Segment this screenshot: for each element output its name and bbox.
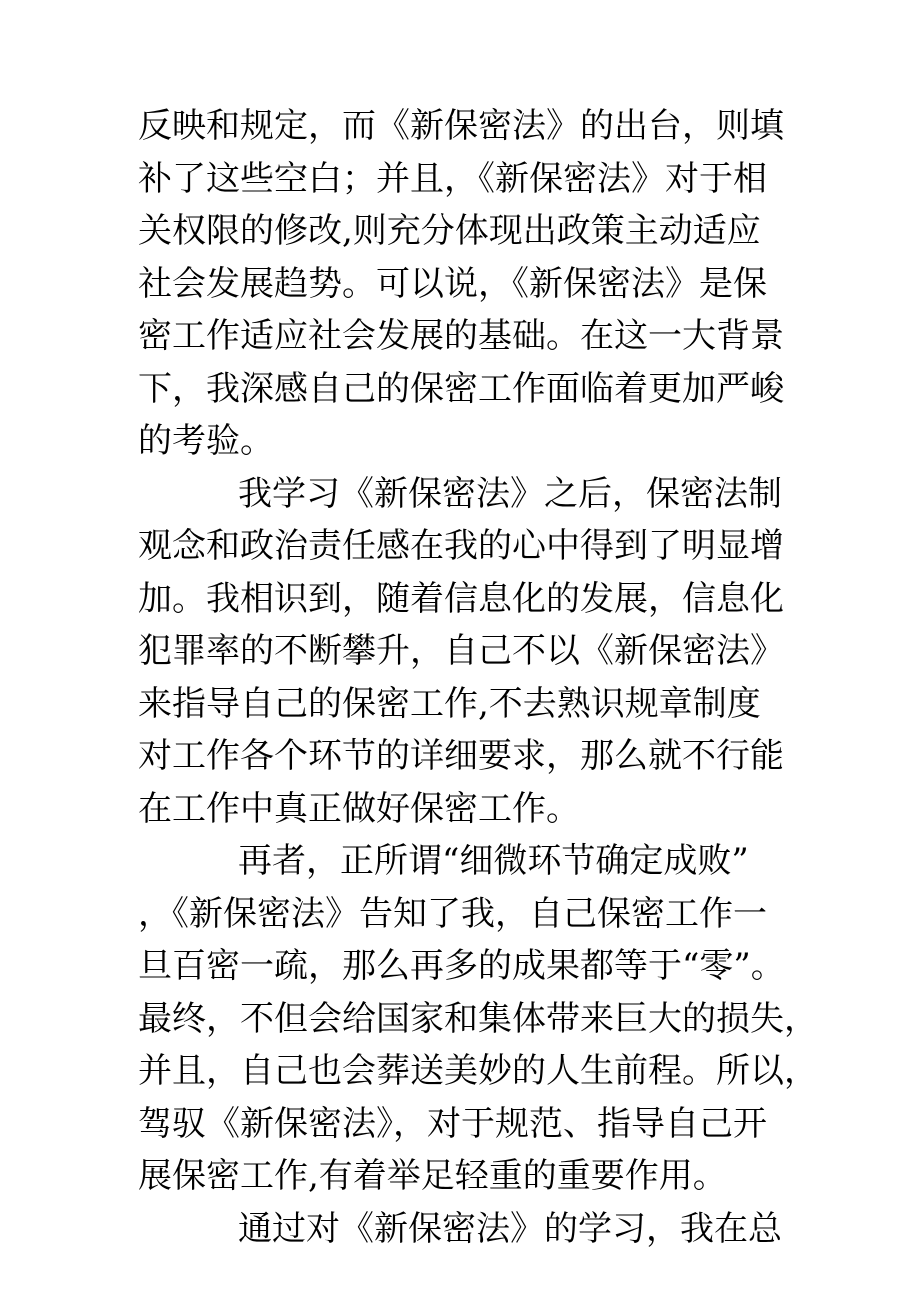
text-line: 补了这些空白；并且，《新保密法》对于相 <box>138 158 767 199</box>
text-line: 关权限的修改,则充分体现出政策主动适应 <box>138 211 761 251</box>
text-line: 对工作各个环节的详细要求，那么就不行能 <box>138 736 784 776</box>
text-line: 社会发展趋势。可以说，《新保密法》是保 <box>138 263 767 304</box>
text-line: 并且，自己也会葬送美妙的人生前程。所以， <box>138 1051 818 1091</box>
text-line: 犯罪率的不断攀升，自己不以《新保密法》 <box>138 631 784 671</box>
paragraph-start-line: 我学习《新保密法》之后，保密法制 <box>238 473 782 514</box>
text-line: 的考验。 <box>138 421 274 461</box>
text-line: 旦百密一疏，那么再多的成果都等于“零”。 <box>138 946 785 986</box>
text-line: 下，我深感自己的保密工作面临着更加严峻 <box>138 368 784 409</box>
text-line: 在工作中真正做好保密工作。 <box>138 788 580 829</box>
text-line: 驾驭《新保密法》，对于规范、指导自己开 <box>138 1103 767 1144</box>
text-line: ，《新保密法》告知了我，自己保密工作一 <box>138 893 767 934</box>
text-line: 最终，不但会给国家和集体带来巨大的损失， <box>138 998 818 1039</box>
text-line: 观念和政治责任感在我的心中得到了明显增 <box>138 526 784 566</box>
paragraph-start-line: 再者，正所谓“细微环节确定成败” <box>238 841 749 881</box>
text-line: 来指导自己的保密工作,不去熟识规章制度 <box>138 683 761 724</box>
text-line: 展保密工作,有着举足轻重的重要作用。 <box>138 1156 727 1196</box>
paragraph-start-line: 通过对《新保密法》的学习，我在总 <box>238 1208 782 1249</box>
text-line: 密工作适应社会发展的基础。在这一大背景 <box>138 316 784 356</box>
text-line: 反映和规定，而《新保密法》的出台，则填 <box>138 106 784 146</box>
text-line: 加。我相识到，随着信息化的发展，信息化 <box>138 578 784 619</box>
body-text <box>138 100 838 1255</box>
